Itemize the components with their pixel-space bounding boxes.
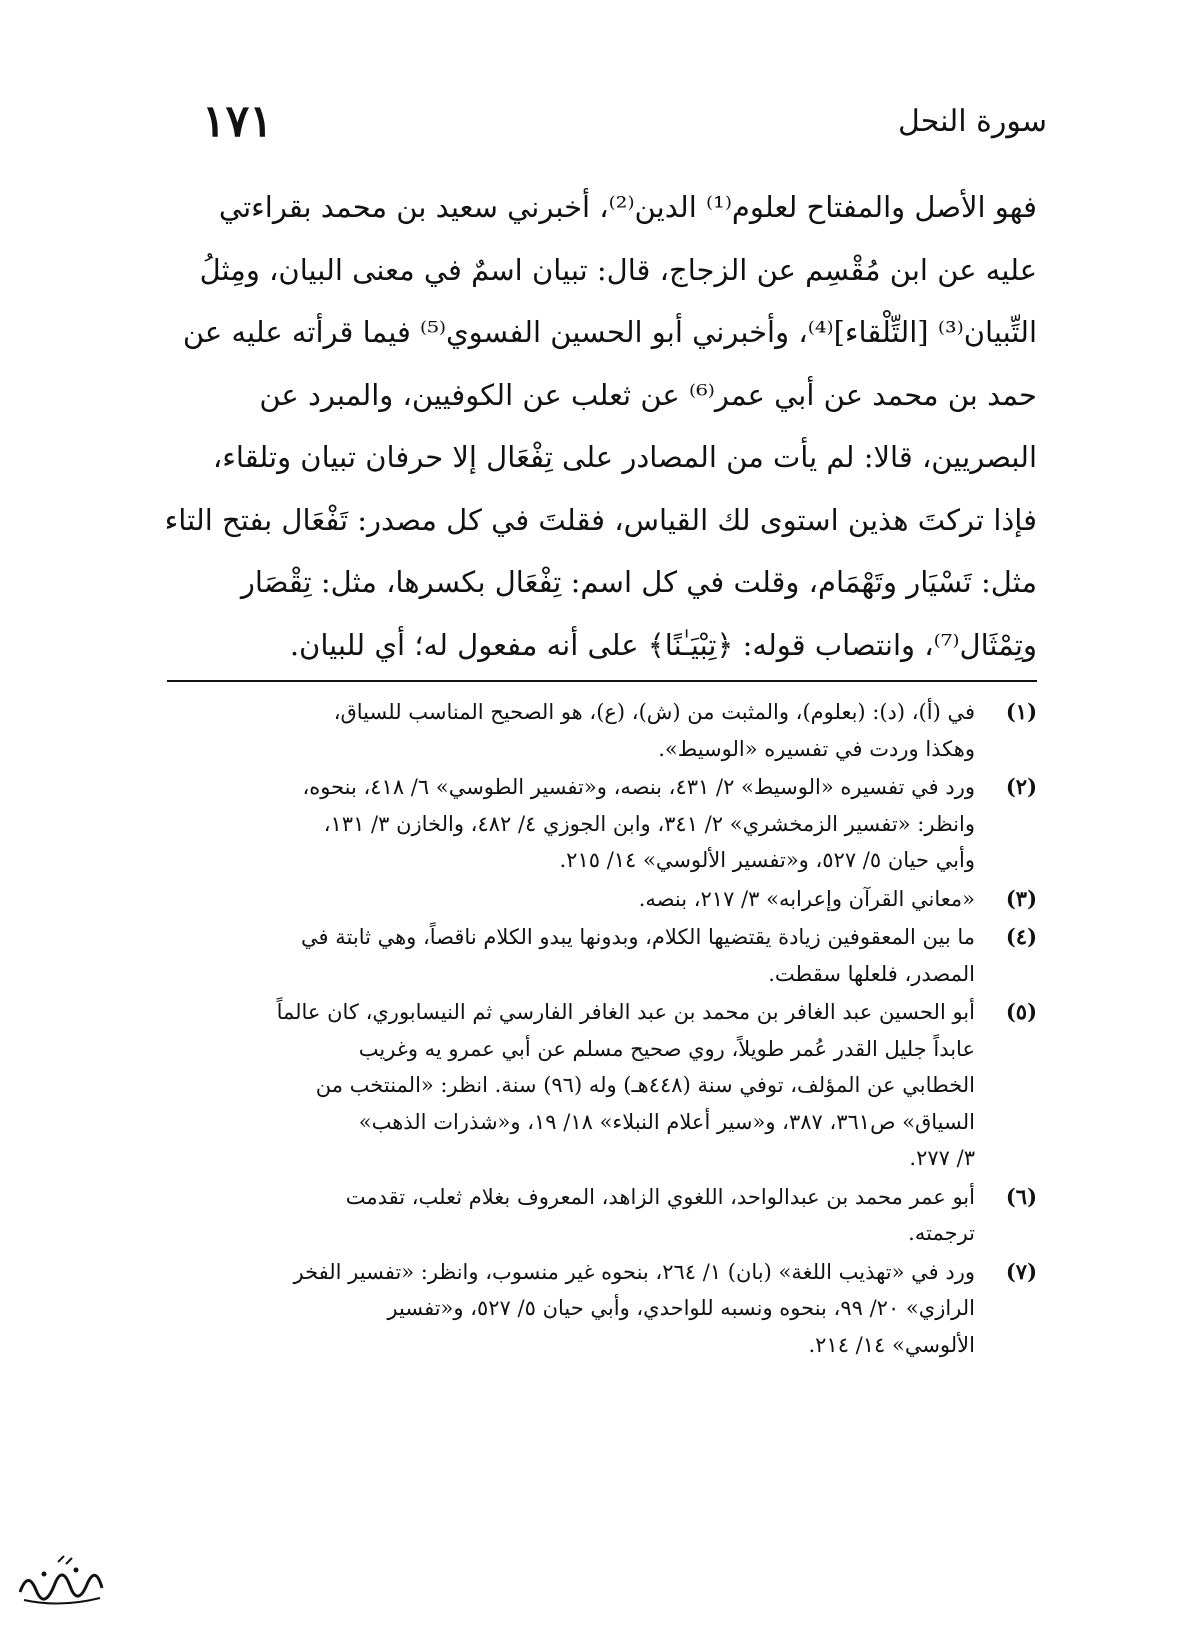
footnote-line: الألوسي» ١٤/ ٢١٤.: [808, 1332, 975, 1357]
text-line: مثل: تَسْيَار وتَهْمَام، وقلت في كل اسم: تِفْعَال بكسرها، مثل: تِقْصَار: [240, 565, 1037, 599]
page-number: ١٧١: [202, 96, 273, 147]
text-line: عليه عن ابن مُقْسِم عن الزجاج، قال: تبيان اسمٌ في معنى البيان، ومِثلُ: [199, 252, 1037, 287]
text-line: وتِمْثَال⁽⁷⁾، وانتصاب قوله: ﴿تِبْيَـٰنًا﴾ على أنه مفعول له؛ أي للبيان.: [289, 627, 1037, 662]
footnote-number: (٥): [1005, 999, 1037, 1024]
footnote-line: ورد في «تهذيب اللغة» (بان) ١/ ٢٦٤، بنحوه غير منسوب، وانظر: «تفسير الفخر: [293, 1259, 975, 1284]
footnote-line: وهكذا وردت في تفسيره «الوسيط».: [658, 736, 975, 761]
footnote-line: «معاني القرآن وإعرابه» ٣/ ٢١٧، بنصه.: [638, 886, 975, 911]
footnote-number: (٢): [1005, 774, 1037, 799]
footnote-line: أبو الحسين عبد الغافر بن محمد بن عبد الغافر الفارسي ثم النيسابوري، كان عالماً: [276, 1000, 975, 1024]
page-header: [130, 96, 1055, 156]
footnote-line: ترجمته.: [908, 1221, 975, 1245]
footnote-number: (٣): [1005, 885, 1037, 911]
main-text: [149, 176, 1037, 676]
text-line: فإذا تركتَ هذين استوى لك القياس، فقلتَ في كل مصدر: تَفْعَال بفتح التاء: [164, 502, 1037, 537]
footnote-line: ٣/ ٢٧٧.: [909, 1146, 975, 1170]
footnote-number: (٧): [1005, 1258, 1037, 1284]
footnote-line: ورد في تفسيره «الوسيط» ٢/ ٤٣١، بنصه، و«تفسير الطوسي» ٦/ ٤١٨، بنحوه،: [302, 775, 975, 799]
footnote: [149, 694, 1037, 767]
footnote-number: (٤): [1005, 924, 1037, 949]
footnote-number: (٦): [1005, 1183, 1037, 1209]
text-line: فهو الأصل والمفتاح لعلوم⁽¹⁾ الدين⁽²⁾، أخبرني سعيد بن محمد بقراءتي: [218, 190, 1037, 224]
footnote-line: أبو عمر محمد بن عبدالواحد، اللغوي الزاهد، المعروف بغلام ثعلب، تقدمت: [345, 1184, 975, 1209]
footnote: [149, 994, 1037, 1177]
footnote-line: وانظر: «تفسير الزمخشري» ٢/ ٣٤١، وابن الجوزي ٤/ ٤٨٢، والخازن ٣/ ١٣١،: [323, 811, 975, 836]
text-line: التِّبيان⁽³⁾ [التِّلْقاء]⁽⁴⁾، وأخبرني أبو الحسين الفسوي⁽⁵⁾ فيما قرأته عليه عن: [182, 315, 1037, 349]
footnotes: [149, 694, 1037, 1365]
surah-title: سورة النحل: [898, 104, 1047, 139]
text-line: البصريين، قالا: لم يأت من المصادر على تِفْعَال إلا حرفان تبيان وتلقاء،: [212, 440, 1037, 474]
footnote-divider: [167, 680, 1037, 682]
footnote-line: في (أ)، (د): (بعلوم)، والمثبت من (ش)، (ع)، هو الصحيح المناسب للسياق،: [333, 700, 975, 724]
footnote: [149, 1179, 1037, 1252]
footnote-line: الرازي» ٢٠/ ٩٩، بنحوه ونسبه للواحدي، وأبي حيان ٥/ ٥٢٧، و«تفسير: [387, 1296, 975, 1320]
footnote: [149, 919, 1037, 992]
footnote: [149, 881, 1037, 918]
footnote-line: عابداً جليل القدر عُمر طويلاً، روي صحيح مسلم عن أبي عمرو يه وغريب: [358, 1036, 975, 1061]
footnote-line: ما بين المعقوفين زيادة يقتضيها الكلام، وبدونها يبدو الكلام ناقصاً، وهي ثابتة في: [301, 925, 975, 949]
footnote-number: (١): [1005, 699, 1037, 724]
footnote-line: السياق» ص٣٦١، ٣٨٧، و«سير أعلام النبلاء» ١٨/ ١٩، و«شذرات الذهب»: [358, 1109, 975, 1134]
footnote-line: الخطابي عن المؤلف، توفي سنة (٤٤٨هـ) وله (٩٦) سنة. انظر: «المنتخب من: [315, 1073, 975, 1097]
calligraphy-logo-icon: [14, 1552, 106, 1614]
footnote: [149, 769, 1037, 879]
footnote-line: وأبي حيان ٥/ ٥٢٧، و«تفسير الألوسي» ١٤/ ٢١٥.: [559, 848, 975, 872]
text-line: حمد بن محمد عن أبي عمر⁽⁶⁾ عن ثعلب عن الكوفيين، والمبرد عن: [259, 377, 1037, 412]
footnote: [149, 1254, 1037, 1364]
footnote-line: المصدر، فلعلها سقطت.: [768, 961, 975, 986]
